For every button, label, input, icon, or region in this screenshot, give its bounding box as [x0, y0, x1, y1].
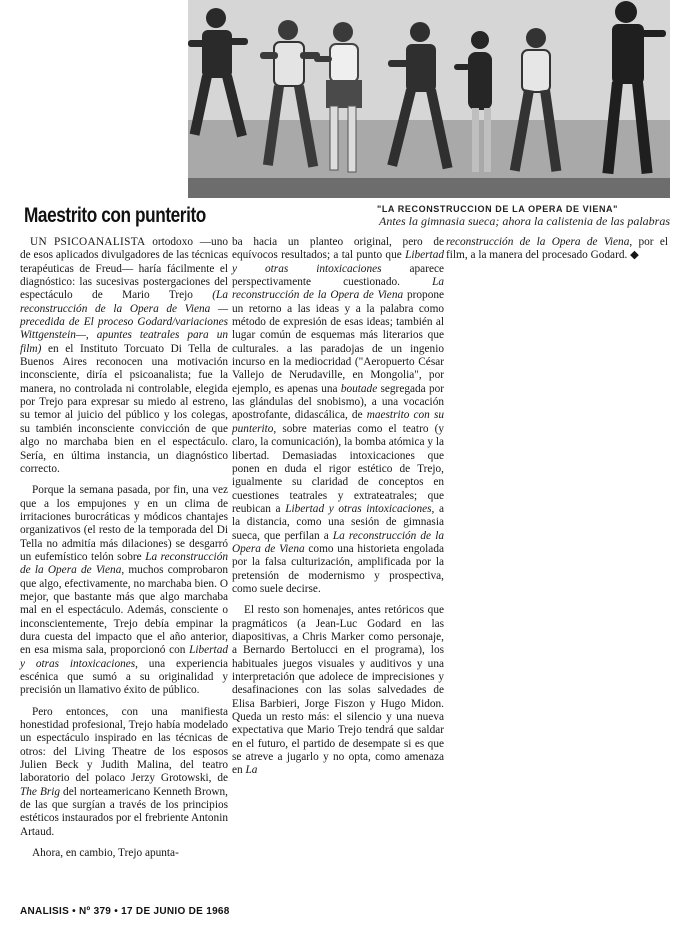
text-run: ortodoxo —uno de esos aplicados divulgadores de las técnicas terapéuticas de Freud— haría fácilmente el diagnóstico: las sucesivas postergaciones del espectáculo de Mario Trejo — [20, 236, 228, 302]
stage-photo — [188, 0, 670, 198]
article-headline: Maestrito con punterito — [24, 204, 206, 227]
paragraph — [446, 236, 668, 263]
italic-run: La reconstrucción de la Opera de Viena — [232, 276, 444, 302]
paragraph — [20, 847, 228, 860]
article-column-2 — [232, 236, 444, 778]
italic-run: The Brig — [20, 785, 61, 798]
article-column-3 — [446, 236, 668, 263]
italic-run: maestrito con su punterito — [232, 409, 445, 435]
photo-caption-subtitle: Antes la gimnasia sueca; ahora la calistenia de las palabras — [379, 214, 670, 228]
paragraph — [232, 604, 444, 777]
photo-caption-title: "LA RECONSTRUCCION DE LA OPERA DE VIENA" — [376, 204, 619, 214]
italic-run: (La reconstrucción de la Opera de Viena —precedida de El proceso Godard/variaciones Wittgenstein—, apuntes teatrales para un film) — [20, 289, 228, 355]
italic-run: La — [245, 764, 258, 777]
italic-run: Libertad y otras intoxicaciones — [285, 502, 432, 515]
paragraph — [20, 706, 228, 839]
text-run: , muchos comprobaron que algo, efectivamente, no marchaba bien. O mejor, que bastante más que algo marchaba mal en el espectáculo. Además, consciente o inconscientemente, Trejo debía empinar la dura cuesta del impacto que el año anterior, en esa misma sala, proporcionó con — [20, 564, 228, 657]
text-run: segregada por las glándulas del snobismo), a una vocación apostrofante, didascálica, de — [232, 382, 445, 422]
text-run: El resto son homenajes, antes retóricos que pragmáticos (a Jean-Luc Godard en las diapositivas, a Chris Marker como personaje, a Bernardo Bertolucci en el programa), los habituales juegos visuales y auditivos y una interpretación que adolece de imprecisiones y desafinaciones con las solas salvedades de Elisa Barbieri, Jorge Fiszon y Hugo Midon. Queda un resto más: el silencio y una nueva expectativa que Mario Trejo tendrá que saldar en el futuro, el partido de desempate si es que se atreve a jugarlo y no opta, como amenaza en — [232, 604, 444, 777]
paragraph — [20, 236, 228, 476]
text-run: aparece perspectivamente cuestionado. — [232, 262, 445, 289]
text-run: como una historieta engolada por la falsa culturización, amplificada por la pretensión de modernismo y prospectiva, como suele decirse. — [232, 542, 444, 595]
end-mark-icon: ◆ — [630, 249, 639, 262]
text-run: , sobre materias como el teatro (y claro, la comunicación), la bomba atómica y la libertad. Demasiadas intoxicaciones que ponen en duda el rigor estético de Trejo, igualmente su claridad de conceptos en cuestiones teatrales y extrateatrales; que reubican a — [232, 422, 444, 515]
italic-run: La reconstrucción de la Opera de Viena — [20, 550, 228, 577]
italic-run: La reconstrucción de la Opera de Viena — [232, 529, 444, 555]
italic-run: boutade — [340, 382, 378, 395]
lead-in: UN PSICOANALISTA — [30, 236, 146, 248]
article-column-1 — [20, 236, 228, 860]
dancers-illustration — [188, 0, 670, 198]
text-run: propone un retorno a las ideas y a la palabra como método de expresión de esas ideas; también al lugar común de esquemas más literarios que culturales. a las paradojas de un ingenio incurso en la mediocridad ("Aeropuerto César Vallejo de Nerudaville, en Mongolia", por ejemplo, es apenas una — [232, 289, 444, 395]
italic-run: reconstrucción de la Opera de Viena — [446, 236, 630, 248]
text-run: Ahora, en cambio, Trejo apunta- — [32, 847, 179, 860]
text-run: , por el film, a la manera del procesado Godard. — [446, 236, 668, 262]
paragraph — [20, 484, 228, 698]
text-run: Pero entonces, con una manifiesta honestidad profesional, Trejo había modelado un espectáculo inspirado en las técnicas de otros: del Living Theatre de los esposos Julien Beck y Judith Malina, del teatro laboratorio del polaco Jerzy Grotowski, de — [20, 705, 228, 785]
italic-run: Libertad y otras intoxicaciones — [20, 644, 228, 670]
text-run: del norteamericano Kenneth Brown, de las que surgían a través de los principios estéticos instaurados por el frebriente Antonin Artaud. — [20, 785, 228, 838]
text-run: , a la distancia, como una sesión de gimnasia sueca, que perfilan a — [232, 502, 444, 542]
text-run: Porque la semana pasada, por fin, una vez que a los empujones y en un clima de irritaciones burocráticas y módicos chantajes organizativos (el resto de la temporada del Di Tella no admitía más dilaciones) se desgarró un eufemístico telón sobre — [20, 484, 228, 563]
publication-footer: ANALISIS • Nº 379 • 17 DE JUNIO DE 1968 — [20, 906, 230, 917]
paragraph — [232, 236, 444, 596]
italic-run: Libertad y otras intoxicaciones — [232, 249, 444, 275]
text-run: , una experiencia escénica que sumó a su originalidad y precisión un llamativo éxito de público. — [20, 657, 229, 697]
text-run: en el Instituto Torcuato Di Tella de Buenos Aires reconocen una motivación inconsciente, diría el psicoanalista; fue la manera, no controlada ni controlable, elegida por Trejo para expresar su miedo al estreno, su temor al juicio del público y los colegas, su también inconsciente convicción de que algo no marchaba bien en el espectáculo. Sería, en última instancia, un diagnóstico correcto. — [20, 342, 228, 475]
text-run: ba hacia un planteo original, pero de equívocos resultados; a tal punto que — [232, 236, 444, 262]
